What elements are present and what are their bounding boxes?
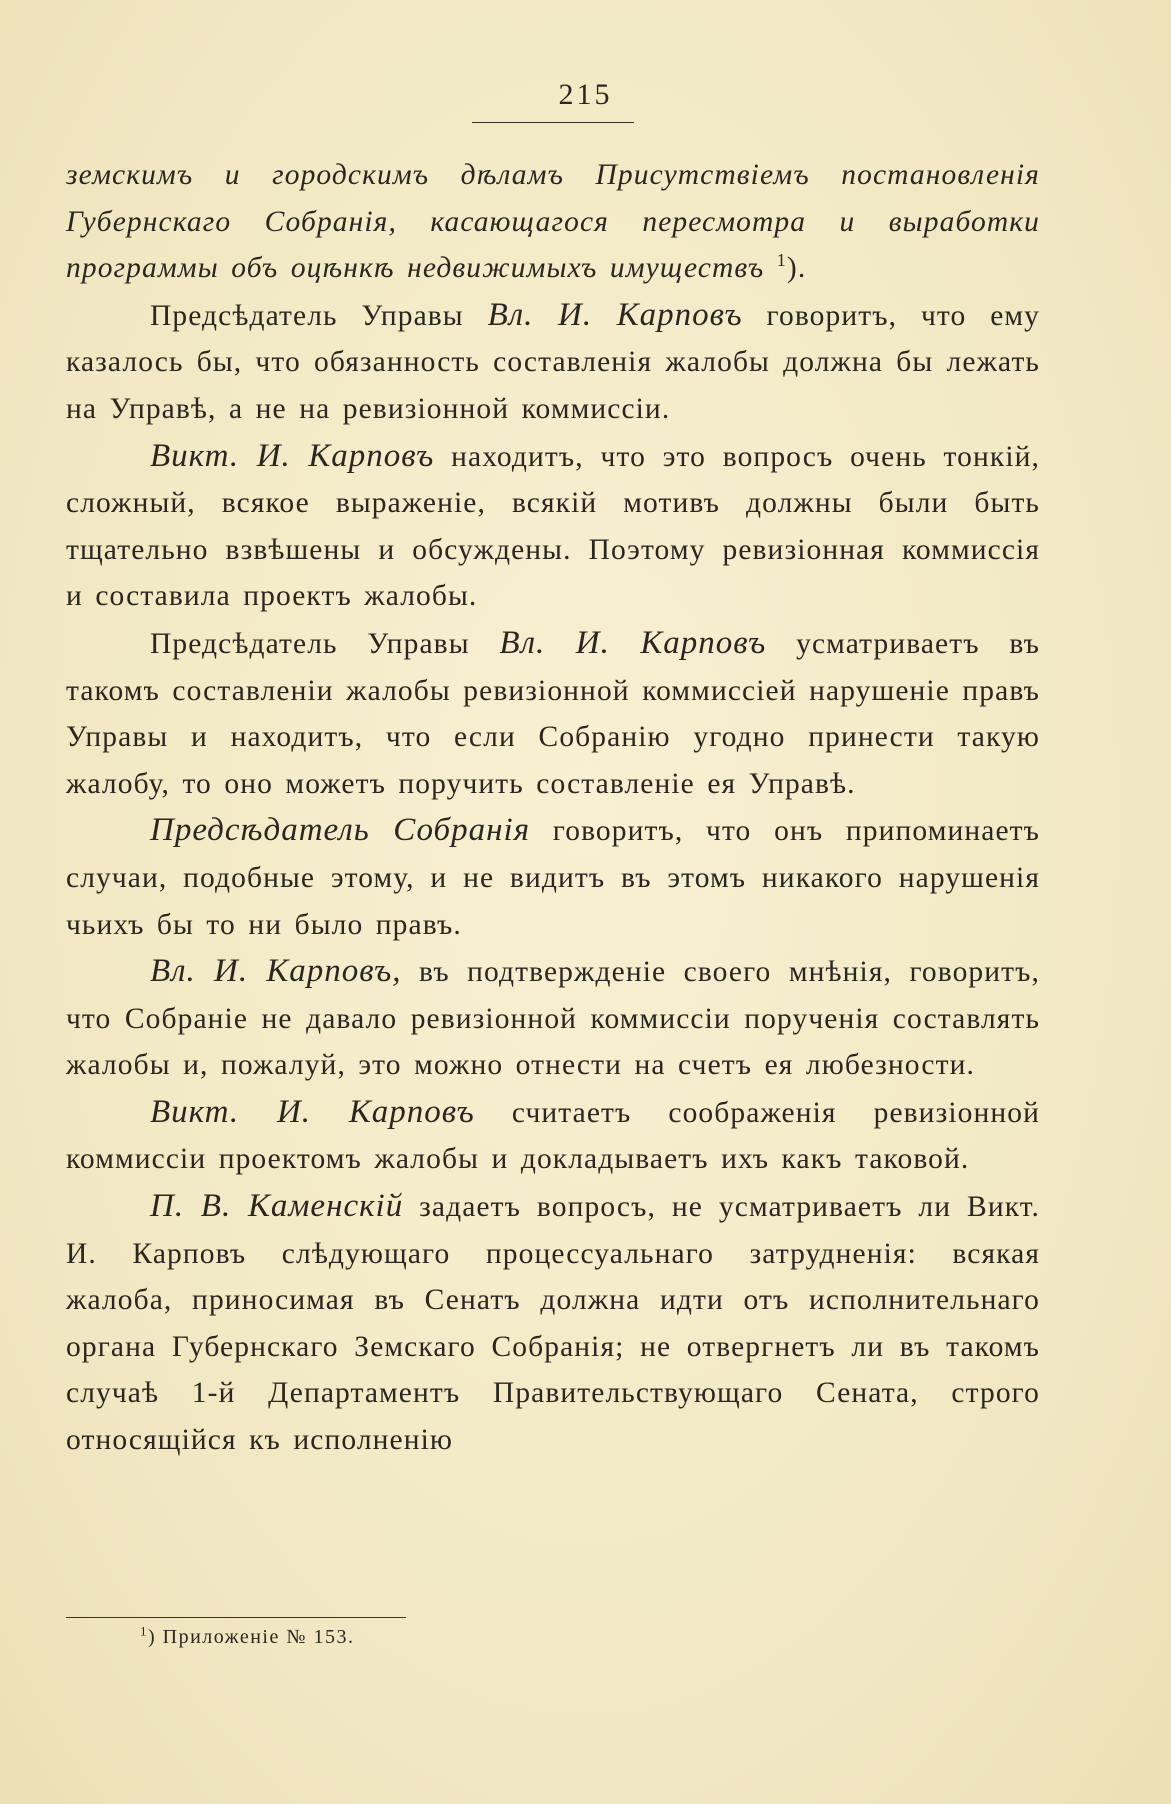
speaker-name: Вл. И. Карповъ, — [150, 953, 402, 990]
intro-line: Губернскаго Собранія, касающагося пересмотра и выработки — [66, 205, 1040, 238]
speaker-name: Вл. И. Карповъ — [499, 624, 767, 661]
speaker-title: Предсѣдатель Управы — [150, 627, 470, 660]
footnote-mark: 1 — [140, 1623, 148, 1639]
paragraph-text: находитъ, что это вопросъ очень тонкій, сложный, всякое выраженіе, всякій мотивъ должны были быть тщательно взвѣшены и обсуждены. Поэтому ревизіонная коммиссія и составила проектъ жалобы. — [66, 440, 1040, 613]
footnote — [140, 1623, 355, 1649]
footnote-text: ) Приложеніе № 153. — [148, 1626, 355, 1648]
paragraph-vikt-karpov-1 — [66, 433, 1040, 620]
paragraph-kamensky — [66, 1183, 1040, 1464]
speaker-name: П. В. Каменскій — [150, 1188, 404, 1225]
intro-line: земскимъ и городскимъ дѣламъ Присутствіемъ постановленія — [66, 159, 1040, 191]
header-rule — [472, 122, 634, 123]
paragraph-text: въ подтвержденіе своего мнѣнія, говоритъ, что Собраніе не давало ревизіонной коммиссіи порученія составлять жалобы и, пожалуй, это можно отнести на счетъ ея любезности. — [66, 956, 1040, 1082]
paragraph-text: усматриваетъ въ такомъ составленіи жалобы ревизіонной коммиссіей нарушеніе правъ Управы и находитъ, что если Собранію угодно принести такую жалобу, то оно можетъ поручить составленіе ея Управѣ. — [66, 627, 1041, 800]
paragraph-karpov-2 — [66, 620, 1040, 807]
paragraph-vikt-karpov-2 — [66, 1089, 1040, 1183]
speaker-name: Викт. И. Карповъ — [150, 437, 435, 474]
speaker-name: Вл. И. Карповъ — [487, 296, 743, 333]
speaker-title: Предсѣдатель Управы — [150, 299, 464, 332]
paragraph-text: задаетъ вопросъ, не усматриваетъ ли Викт. И. Карповъ слѣдующаго процессуальнаго затрудненія: всякая жалоба, приносимая въ Сенатъ должна идти отъ исполнительнаго органа Губернскаго Земскаго Собранія; не отвергнетъ ли въ такомъ случаѣ 1-й Департаментъ Правительствующаго Сената, строго относящійся къ исполненію — [66, 1191, 1041, 1457]
footnote-rule — [66, 1617, 406, 1618]
intro-tail: ). — [786, 252, 807, 285]
paragraph-text: говоритъ, что онъ припоминаетъ случаи, подобные этому, и не видитъ въ этомъ никакого нарушенія чьихъ бы то ни было правъ. — [66, 815, 1040, 941]
paragraph-karpov-1 — [66, 292, 1040, 433]
page-number: 215 — [558, 78, 613, 111]
speaker-name: Викт. И. Карповъ — [150, 1093, 475, 1130]
paragraph-chairman — [66, 807, 1040, 948]
paragraph-karpov-3 — [66, 948, 1040, 1089]
intro-paragraph — [66, 152, 1040, 292]
footnote-reference: 1 — [776, 250, 787, 271]
paragraph-text: считаетъ соображенія ревизіонной коммиссіи проектомъ жалобы и докладываетъ ихъ какъ таковой. — [66, 1096, 1040, 1176]
intro-line: программы объ оцѣнкѣ недвижимыхъ имуществъ — [66, 252, 765, 285]
speaker-name: Предсѣдатель Собранія — [150, 812, 531, 849]
body-text — [66, 152, 1040, 1464]
paragraph-text: говоритъ, что ему казалось бы, что обязанность составленія жалобы должна бы лежать на Управѣ, а не на ревизіонной коммиссіи. — [66, 299, 1041, 425]
